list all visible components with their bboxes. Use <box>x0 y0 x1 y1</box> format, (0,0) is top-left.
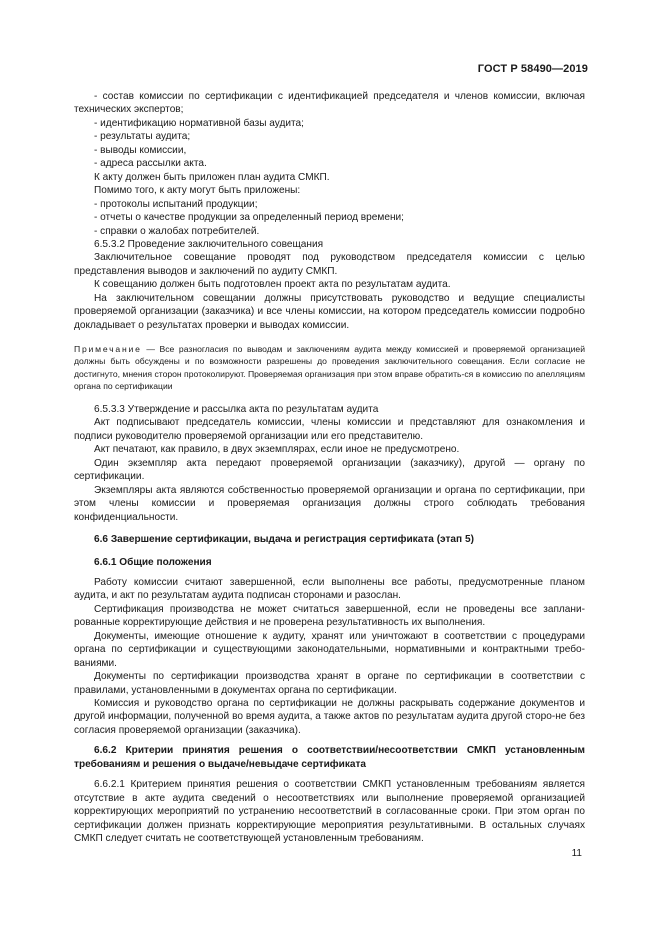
paragraph: Акт печатают, как правило, в двух экземплярах, если иное не предусмотрено. <box>94 444 460 456</box>
note <box>74 343 585 392</box>
paragraph: Документы, имеющие отношение к аудиту, хранят или уничтожают в соответствии с процедурами органа по сертификации и существующими законодательными, нормативными и контрактными требо-ваниями. <box>74 630 585 669</box>
paragraph: Акт подписывают председатель комиссии, члены комиссии и представляют для ознакомления и подписи руководителю проверяемой организации или его представителю. <box>74 417 585 442</box>
list-item: - выводы комиссии, <box>94 144 187 156</box>
paragraph: Документы по сертификации производства хранят в органе по сертификации в соответствии с правилами, установленными в документах органа по сертификации. <box>74 671 585 696</box>
list-item: - состав комиссии по сертификации с идентификацией председателя и членов комиссии, включая технических экспертов; <box>74 91 585 116</box>
list-item: - адреса рассылки акта. <box>94 158 207 170</box>
paragraph: Экземпляры акта являются собственностью проверяемой организации и органа по сертификации, при этом члены комиссии и проверяемая организация должны строго соблюдать требования конфиденциальности. <box>74 484 585 523</box>
note-label: Примечание <box>74 344 142 355</box>
page-number: 11 <box>571 848 582 859</box>
section-heading: 6.6 Завершение сертификации, выдача и регистрация сертификата (этап 5) <box>94 534 474 546</box>
paragraph: Комиссия и руководство органа по сертификации не должны раскрывать содержание документов и другой информации, полученной во время аудита, а также актов по результатам аудита другой сторо-не без согласия проверяемой организации (заказчика). <box>74 698 585 736</box>
paragraph: Заключительное совещание проводят под руководством председателя комиссии с целью представления выводов и заключений по аудиту СМКП. <box>74 252 585 277</box>
subsection-heading: 6.6.2 Критерии принятия решения о соответствии/несоответствии СМКП установленным требованиям и решения о выдаче/невыдаче сертификата <box>74 745 585 770</box>
note-text: — Все разногласия по выводам и заключениям аудита между комиссией и проверяемой организацией должны быть обсуждены и по возможности разрешены до проведения заключительного совещания. Если согласие не достигнуто, мнения сторон протоколируют. Проверяемая организация при этом вправе обратить-ся в комиссию по апелляциям органа по сертификации <box>74 344 585 391</box>
paragraph: На заключительном совещании должны присутствовать руководство и ведущие специалисты проверяемой организации (заказчика) и все члены комиссии, на котором председатель комиссии подробно докладывает о результатах проверки и выводах комиссии. <box>74 292 585 331</box>
subsection-heading: 6.5.3.2 Проведение заключительного совещания <box>94 238 324 250</box>
paragraph: К акту должен быть приложен план аудита СМКП. <box>94 171 330 183</box>
list-item: - результаты аудита; <box>94 131 191 143</box>
subsection-heading: 6.6.1 Общие положения <box>94 556 212 568</box>
paragraph: Работу комиссии считают завершенной, если выполнены все работы, предусмотренные планом аудита, и акт по результатам аудита подписан сторонами и разослан. <box>74 576 585 602</box>
paragraph: 6.6.2.1 Критерием принятия решения о соответствии СМКП установленным требованиям является отсутствие в акте аудита сведений о несоответствиях или выполнение проверяемой организацией корректирующих мероприятий по устранению несоответствий в согласованные сроки. При этом орган по сертификации должен признать корректирующие мероприятия результативными. В остальных случаях СМКП следует считать не соответствующей установленным требованиям. <box>74 779 585 845</box>
subsection-heading: 6.5.3.3 Утверждение и рассылка акта по результатам аудита <box>94 403 379 415</box>
paragraph: К совещанию должен быть подготовлен проект акта по результатам аудита. <box>94 279 451 291</box>
list-item: - справки о жалобах потребителей. <box>94 225 260 237</box>
list-item: - отчеты о качестве продукции за определенный период времени; <box>94 212 404 224</box>
list-item: - протоколы испытаний продукции; <box>94 198 258 210</box>
standard-header: ГОСТ Р 58490—2019 <box>477 63 588 75</box>
paragraph: Один экземпляр акта передают проверяемой организации (заказчику), другой — органу по сертификации. <box>74 457 585 483</box>
paragraph: Сертификация производства не может считаться завершенной, если не проведены все заплани-рованные корректирующие действия и не проверена результативность их выполнения. <box>74 603 585 629</box>
list-item: - идентификацию нормативной базы аудита; <box>94 117 304 129</box>
document-body <box>74 90 585 846</box>
paragraph: Помимо того, к акту могут быть приложены: <box>94 185 301 197</box>
